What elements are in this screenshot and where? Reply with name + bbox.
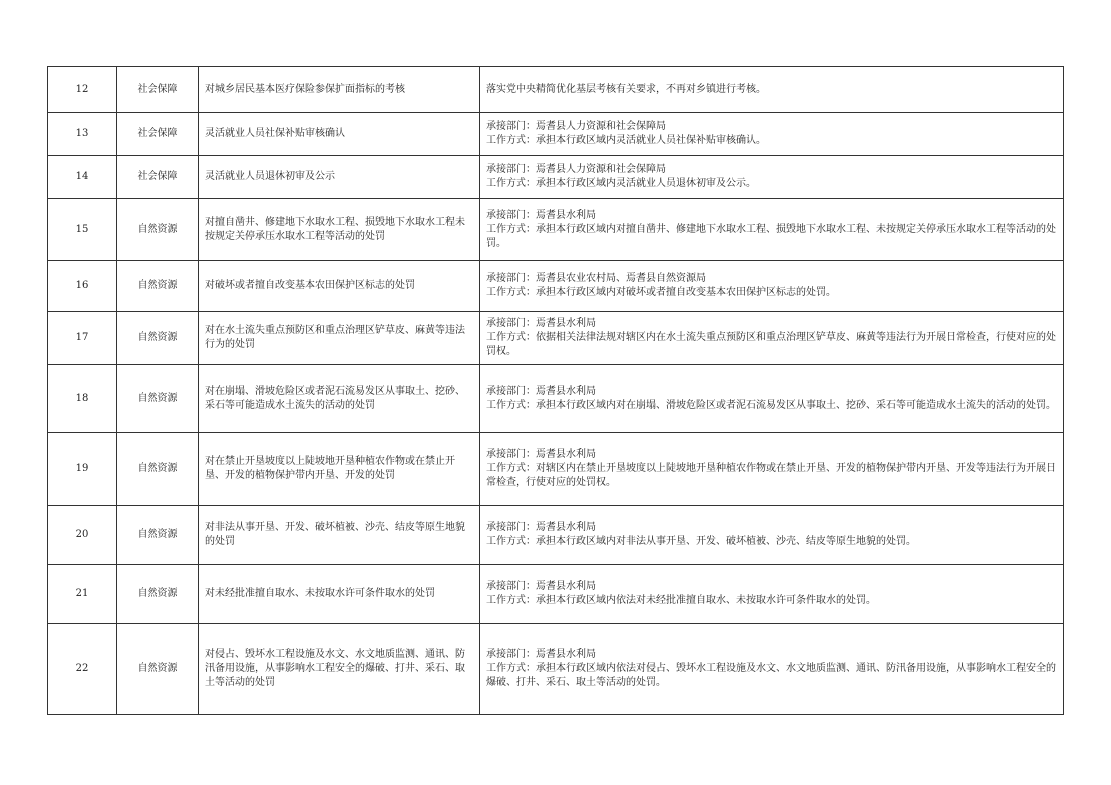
table-row xyxy=(48,261,1064,312)
row-number: 21 xyxy=(48,565,117,624)
row-category: 自然资源 xyxy=(117,365,199,433)
row-description xyxy=(480,565,1064,624)
table-row xyxy=(48,67,1064,113)
row-category: 自然资源 xyxy=(117,312,199,365)
row-number: 18 xyxy=(48,365,117,433)
row-item-text: 灵活就业人员退休初审及公示 xyxy=(205,171,335,182)
department-line: 承接部门：焉耆县水利局 xyxy=(486,209,596,221)
department-line: 承接部门：焉耆县人力资源和社会保障局 xyxy=(486,121,666,132)
row-category: 自然资源 xyxy=(117,433,199,506)
row-category: 自然资源 xyxy=(117,624,199,715)
row-item xyxy=(199,506,480,565)
table-row xyxy=(48,506,1064,565)
row-description xyxy=(480,156,1064,199)
row-number: 14 xyxy=(48,156,117,199)
row-number: 16 xyxy=(48,261,117,312)
department-line: 承接部门：焉耆县水利局 xyxy=(486,318,596,329)
method-line: 工作方式：承担本行政区域内灵活就业人员退休初审及公示。 xyxy=(486,178,756,189)
row-item-text: 对擅自凿井、修建地下水取水工程、损毁地下水取水工程未按规定关停承压水取水工程等活动的处罚 xyxy=(205,216,465,242)
row-item xyxy=(199,156,480,199)
row-item-text: 对在水土流失重点预防区和重点治理区铲草皮、麻黄等违法行为的处罚 xyxy=(205,325,465,350)
department-line: 承接部门：焉耆县水利局 xyxy=(486,449,596,460)
row-number: 12 xyxy=(48,67,117,113)
method-line: 工作方式：承担本行政区域内灵活就业人员社保补贴审核确认。 xyxy=(486,135,766,146)
table-row xyxy=(48,365,1064,433)
row-category: 自然资源 xyxy=(117,199,199,261)
row-item-text: 对城乡居民基本医疗保险参保扩面指标的考核 xyxy=(205,83,405,95)
table-row xyxy=(48,565,1064,624)
row-item-text: 对非法从事开垦、开发、破坏植被、沙壳、结皮等原生地貌的处罚 xyxy=(205,522,465,547)
description-line: 落实党中央精简优化基层考核有关要求，不再对乡镇进行考核。 xyxy=(486,83,766,95)
table-row xyxy=(48,433,1064,506)
row-number: 20 xyxy=(48,506,117,565)
row-description xyxy=(480,199,1064,261)
row-number: 22 xyxy=(48,624,117,715)
row-category: 自然资源 xyxy=(117,506,199,565)
row-item xyxy=(199,113,480,156)
department-line: 承接部门：焉耆县水利局 xyxy=(486,522,596,533)
row-number: 13 xyxy=(48,113,117,156)
row-item xyxy=(199,433,480,506)
table-row xyxy=(48,624,1064,715)
method-line: 工作方式：承担本行政区域内对破坏或者擅自改变基本农田保护区标志的处罚。 xyxy=(486,287,836,298)
table-row xyxy=(48,113,1064,156)
row-description xyxy=(480,365,1064,433)
department-line: 承接部门：焉耆县水利局 xyxy=(486,385,596,397)
method-line: 工作方式：承担本行政区域内依法对侵占、毁坏水工程设施及水文、水文地质监测、通讯、防汛备用设施，从事影响水工程安全的爆破、打井、采石、取土等活动的处罚。 xyxy=(486,663,1056,688)
table-row xyxy=(48,312,1064,365)
row-category: 自然资源 xyxy=(117,261,199,312)
row-item xyxy=(199,67,480,113)
department-line: 承接部门：焉耆县农业农村局、焉耆县自然资源局 xyxy=(486,273,706,284)
row-item xyxy=(199,261,480,312)
row-item-text: 对未经批准擅自取水、未按取水许可条件取水的处罚 xyxy=(205,588,435,599)
row-item-text: 对在崩塌、滑坡危险区或者泥石流易发区从事取土、挖砂、采石等可能造成水土流失的活动的处罚 xyxy=(205,385,465,411)
row-item-text: 对破坏或者擅自改变基本农田保护区标志的处罚 xyxy=(205,280,415,291)
row-item xyxy=(199,624,480,715)
table-row xyxy=(48,199,1064,261)
department-line: 承接部门：焉耆县水利局 xyxy=(486,649,596,660)
row-number: 15 xyxy=(48,199,117,261)
row-item-text: 灵活就业人员社保补贴审核确认 xyxy=(205,128,345,139)
row-item xyxy=(199,365,480,433)
table-row xyxy=(48,156,1064,199)
method-line: 工作方式：承担本行政区域内对在崩塌、滑坡危险区或者泥石流易发区从事取土、挖砂、采石等可能造成水土流失的活动的处罚。 xyxy=(486,399,1056,411)
row-description xyxy=(480,433,1064,506)
method-line: 工作方式：承担本行政区域内对非法从事开垦、开发、破坏植被、沙壳、结皮等原生地貌的处罚。 xyxy=(486,536,916,547)
row-description xyxy=(480,624,1064,715)
row-number: 19 xyxy=(48,433,117,506)
method-line: 工作方式：对辖区内在禁止开垦坡度以上陡坡地开垦种植农作物或在禁止开垦、开发的植物保护带内开垦、开发等违法行为开展日常检查，行使对应的处罚权。 xyxy=(486,463,1056,488)
row-number: 17 xyxy=(48,312,117,365)
row-item xyxy=(199,565,480,624)
row-category: 社会保障 xyxy=(117,67,199,113)
row-item-text: 对侵占、毁坏水工程设施及水文、水文地质监测、通讯、防汛备用设施，从事影响水工程安全的爆破、打井、采石、取土等活动的处罚 xyxy=(205,649,465,688)
row-description xyxy=(480,113,1064,156)
row-item-text: 对在禁止开垦坡度以上陡坡地开垦种植农作物或在禁止开垦、开发的植物保护带内开垦、开发的处罚 xyxy=(205,456,455,481)
department-line: 承接部门：焉耆县水利局 xyxy=(486,581,596,592)
method-line: 工作方式：承担本行政区域内对擅自凿井、修建地下水取水工程、损毁地下水取水工程、未按规定关停承压水取水工程等活动的处罚。 xyxy=(486,223,1056,249)
row-description xyxy=(480,261,1064,312)
row-category: 自然资源 xyxy=(117,565,199,624)
method-line: 工作方式：承担本行政区域内依法对未经批准擅自取水、未按取水许可条件取水的处罚。 xyxy=(486,595,876,606)
row-category: 社会保障 xyxy=(117,156,199,199)
row-item xyxy=(199,199,480,261)
row-category: 社会保障 xyxy=(117,113,199,156)
method-line: 工作方式：依据相关法律法规对辖区内在水土流失重点预防区和重点治理区铲草皮、麻黄等违法行为开展日常检查，行使对应的处罚权。 xyxy=(486,332,1056,357)
row-item xyxy=(199,312,480,365)
matters-table xyxy=(47,66,1064,715)
department-line: 承接部门：焉耆县人力资源和社会保障局 xyxy=(486,164,666,175)
row-description xyxy=(480,67,1064,113)
row-description xyxy=(480,312,1064,365)
row-description xyxy=(480,506,1064,565)
